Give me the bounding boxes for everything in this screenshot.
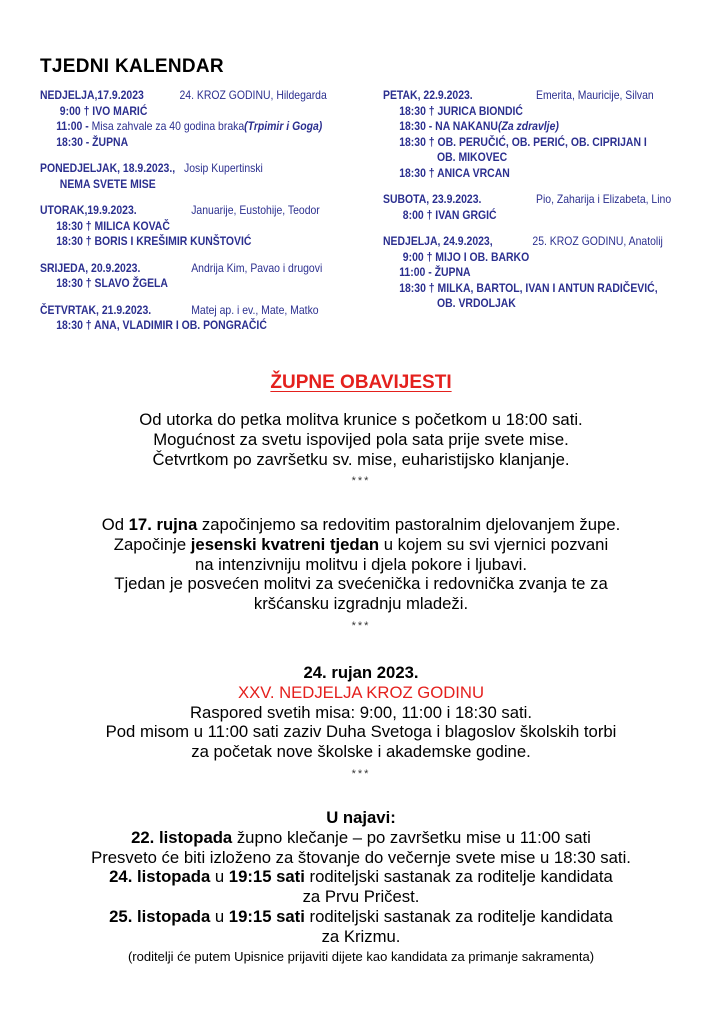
mass-intention: SLAVO ŽGELA — [94, 277, 168, 290]
mass-intention: MIJO I OB. BARKO — [435, 250, 530, 264]
mass-note: (Za zdravlje) — [497, 120, 559, 133]
mass-intention-continued: OB. VRDOLJAK — [437, 297, 516, 310]
notice-line: Raspored svetih misa: 9:00, 11:00 i 18:30 sati. — [190, 702, 532, 722]
notices-title: ŽUPNE OBAVIJESTI — [270, 372, 452, 393]
mass-entry — [40, 177, 337, 193]
mass-entry — [40, 219, 337, 235]
mass-time: 18:30 † — [56, 219, 92, 233]
mass-intention: MILICA KOVAČ — [94, 219, 170, 233]
mass-entry — [383, 166, 680, 182]
notice-footnote: (roditelji će putem Upisnice prijaviti dijete kao kandidata za primanje sakramenta) — [127, 948, 595, 964]
date-highlight: 17. rujna — [128, 515, 198, 534]
separator-stars: *** — [351, 475, 371, 488]
day-saints: Josip Kupertinski — [184, 162, 263, 175]
notice-line: kršćansku izgradnju mladeži. — [253, 594, 469, 614]
mass-entry — [40, 135, 337, 151]
mass-note: (Trpimir i Goga) — [244, 120, 323, 133]
sunday-feast: XXV. NEDJELJA KROZ GODINU — [237, 682, 485, 702]
notices-heading — [0, 372, 722, 394]
mass-intention: BORIS I KREŠIMIR KUNŠTOVIĆ — [94, 235, 252, 248]
mass-time: 18:30 † — [56, 277, 92, 290]
mass-entry — [40, 104, 337, 120]
date-highlight: 22. listopada — [131, 827, 233, 847]
day-saints: Emerita, Mauricije, Silvan — [536, 89, 654, 102]
notice-line — [0, 907, 722, 927]
mass-time: 18:30 † — [399, 135, 435, 149]
mass-entry — [40, 234, 337, 250]
day-saints: Pio, Zaharija i Elizabeta, Lino — [536, 193, 672, 206]
calendar-day — [383, 234, 680, 312]
day-saints: Januarije, Eustohije, Teodor — [191, 204, 320, 217]
day-saints: 25. KROZ GODINU, Anatolij — [532, 235, 663, 248]
notice-line — [0, 867, 722, 887]
day-date: UTORAK,19.9.2023. — [40, 204, 137, 217]
mass-intention: JURICA BIONDIĆ — [437, 104, 523, 118]
mass-time: 11:00 - — [399, 266, 435, 279]
notice-line: Tjedan je posvećen molitvi za svećenička i redovnička zvanja te za — [114, 574, 608, 594]
calendar-left-column — [40, 88, 337, 345]
date-highlight: 24. listopada — [109, 867, 211, 887]
mass-intention: NA NAKANU — [435, 120, 498, 133]
day-saints: Matej ap. i ev., Mate, Matko — [191, 303, 319, 317]
mass-entry — [383, 265, 680, 281]
mass-time: 9:00 † — [402, 250, 433, 264]
mass-time: 11:00 - — [56, 120, 92, 133]
sunday-date: 24. rujan 2023. — [303, 663, 419, 682]
text: započinjemo sa redovitim pastoralnim djelovanjem župe. — [197, 515, 621, 534]
day-header — [40, 261, 337, 277]
day-date: PETAK, 22.9.2023. — [383, 89, 473, 102]
calendar-day — [40, 203, 337, 250]
notice-line: za Krizmu. — [321, 926, 401, 946]
time-highlight: 19:15 sati — [228, 906, 305, 926]
notice-line: Četvrtkom po završetku sv. mise, euharistijsko klanjanje. — [152, 449, 570, 469]
day-date: NEDJELJA,17.9.2023 — [40, 89, 144, 102]
mass-entry — [383, 208, 680, 224]
mass-entry — [383, 135, 680, 166]
notice-line: Presveto će biti izloženo za štovanje do večernje svete mise u 18:30 sati. — [91, 847, 631, 867]
day-date: NEDJELJA, 24.9.2023, — [383, 235, 493, 248]
text: župno klečanje – po završetku mise u 11:00 sati — [232, 827, 591, 847]
mass-intention: OB. PERUČIĆ, OB. PERIĆ, OB. CIPRIJAN I — [437, 135, 647, 149]
day-header — [383, 88, 680, 104]
text: u — [210, 906, 229, 926]
date-highlight: 25. listopada — [109, 906, 211, 926]
text: Započinje — [113, 534, 191, 554]
highlight: jesenski kvatreni tjedan — [190, 534, 380, 554]
notice-line — [0, 515, 722, 535]
calendar-title: TJEDNI KALENDAR — [40, 56, 224, 77]
text: Od — [101, 515, 129, 534]
announcements-heading: U najavi: — [326, 808, 396, 827]
mass-intention: NEMA SVETE MISE — [59, 177, 156, 191]
notice-line: Od utorka do petka molitva krunice s početkom u 18:00 sati. — [139, 410, 583, 429]
mass-intention: Misa zahvale za 40 godina braka — [91, 120, 245, 133]
day-header — [40, 203, 337, 219]
mass-intention: IVAN GRGIĆ — [435, 208, 497, 222]
notice-line: na intenzivniju molitvu i djela pokore i ljubavi. — [194, 554, 528, 574]
notice-line: Pod misom u 11:00 sati zaziv Duha Svetoga i blagoslov školskih torbi — [105, 722, 617, 742]
mass-time: 18:30 † — [399, 281, 435, 295]
mass-time: 9:00 † — [59, 104, 90, 118]
mass-intention: ŽUPNA — [434, 266, 471, 279]
day-date: ČETVRTAK, 21.9.2023. — [40, 303, 152, 317]
notice-block-3 — [0, 663, 722, 785]
day-saints: Andrija Kim, Pavao i drugovi — [191, 261, 323, 275]
notice-line — [0, 535, 722, 555]
text: u kojem su svi vjernici pozvani — [379, 534, 609, 554]
day-date: PONEDJELJAK, 18.9.2023., — [40, 162, 176, 175]
mass-entry — [383, 104, 680, 120]
day-date: SUBOTA, 23.9.2023. — [383, 193, 482, 206]
mass-intention: ŽUPNA — [92, 135, 129, 149]
mass-intention: IVO MARIĆ — [92, 104, 148, 118]
calendar-day — [383, 192, 680, 223]
notice-line: Mogućnost za svetu ispovijed pola sata prije svete mise. — [153, 429, 569, 449]
text: u — [210, 867, 229, 887]
time-highlight: 19:15 sati — [228, 867, 305, 887]
mass-intention: ANICA VRCAN — [437, 166, 510, 180]
mass-intention: MILKA, BARTOL, IVAN I ANTUN RADIČEVIĆ, — [437, 281, 658, 295]
calendar-day — [40, 161, 337, 192]
day-header — [383, 192, 680, 208]
notice-block-1 — [0, 410, 722, 492]
mass-entry — [383, 119, 680, 135]
calendar-right-column — [383, 88, 680, 323]
notice-line: za Prvu Pričest. — [302, 887, 420, 907]
separator-stars: *** — [351, 767, 371, 780]
mass-intention: ANA, VLADIMIR I OB. PONGRAČIĆ — [94, 319, 267, 332]
day-date: SRIJEDA, 20.9.2023. — [40, 261, 141, 275]
notice-line: za početak nove školske i akademske godine. — [191, 742, 531, 762]
mass-time: 18:30 † — [56, 235, 92, 248]
day-saints: 24. KROZ GODINU, Hildegarda — [179, 89, 327, 102]
notice-line — [0, 828, 722, 848]
mass-entry — [383, 250, 680, 266]
day-header — [383, 234, 680, 250]
day-header — [40, 161, 337, 177]
mass-time: 18:30 - — [399, 120, 436, 133]
notice-block-4 — [0, 808, 722, 966]
notice-block-2 — [0, 515, 722, 637]
mass-time: 18:30 † — [56, 319, 92, 332]
text: roditeljski sastanak za roditelje kandidata — [304, 867, 613, 887]
mass-entry — [40, 318, 337, 334]
calendar-day — [383, 88, 680, 181]
mass-time: 8:00 † — [402, 208, 433, 222]
calendar-day — [40, 88, 337, 150]
separator-stars: *** — [351, 619, 371, 632]
mass-entry — [40, 119, 337, 135]
mass-time: 18:30 † — [399, 104, 435, 118]
mass-time: 18:30 - — [56, 135, 93, 149]
mass-time: 18:30 † — [399, 166, 435, 180]
mass-entry — [383, 281, 680, 312]
mass-entry — [40, 276, 337, 292]
mass-intention-continued: OB. MIKOVEC — [437, 151, 508, 164]
calendar-day — [40, 261, 337, 292]
day-header — [40, 303, 337, 319]
day-header — [40, 88, 337, 104]
text: roditeljski sastanak za roditelje kandidata — [304, 906, 613, 926]
calendar-day — [40, 303, 337, 334]
